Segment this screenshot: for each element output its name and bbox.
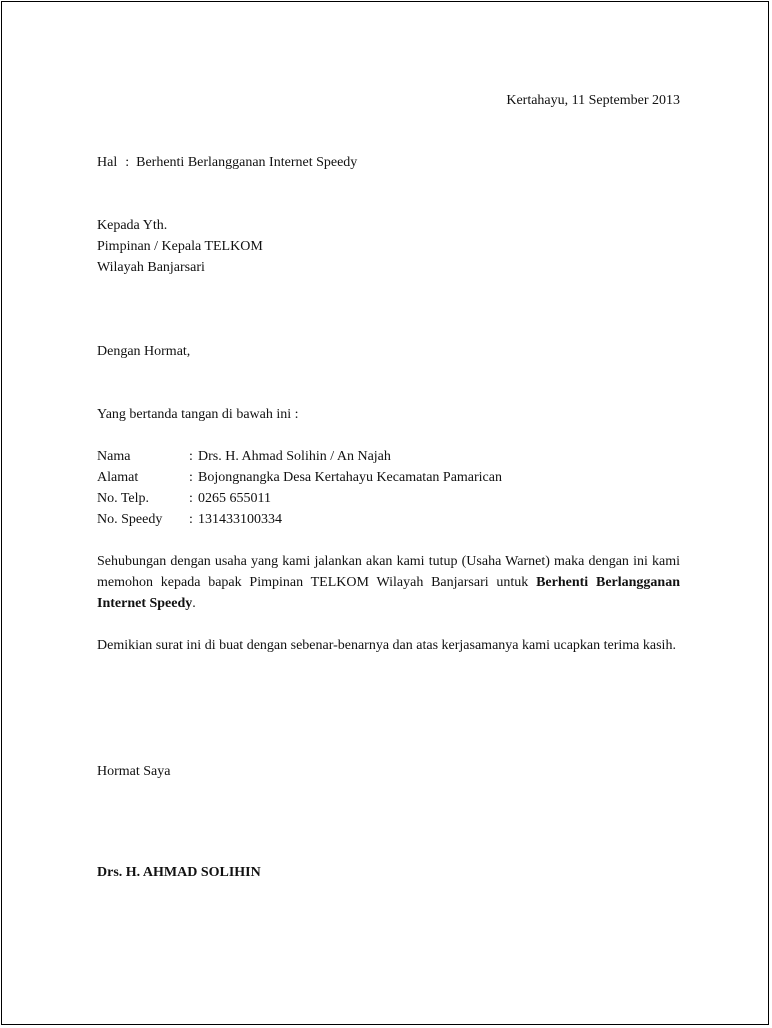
recipient-line-1: Kepada Yth. (97, 218, 168, 233)
field-value: Drs. H. Ahmad Solihin / An Najah (198, 449, 391, 464)
field-value: Bojongnangka Desa Kertahayu Kecamatan Pamarican (198, 470, 502, 485)
subject-label: Hal (97, 155, 118, 170)
signer-name: Drs. H. AHMAD SOLIHIN (97, 865, 261, 880)
field-label: No. Telp. (97, 491, 150, 506)
recipient-block (97, 215, 263, 278)
place-date: Kertahayu, 11 September 2013 (506, 93, 680, 108)
letter-page (1, 1, 769, 1025)
field-row-speedy (97, 509, 502, 530)
field-value: 131433100334 (198, 512, 282, 527)
identity-fields (97, 446, 502, 530)
body-paragraph-1-end: . (192, 596, 196, 611)
field-separator: : (189, 470, 193, 485)
field-label: No. Speedy (97, 512, 163, 527)
greeting: Dengan Hormat, (97, 344, 191, 359)
closing: Hormat Saya (97, 764, 171, 779)
subject-line (97, 152, 357, 173)
body-paragraph-1-bold: Berhenti Berlangganan Internet Speedy (97, 575, 680, 611)
field-separator: : (189, 449, 193, 464)
field-label: Nama (97, 449, 131, 464)
field-separator: : (189, 512, 193, 527)
field-label: Alamat (97, 470, 139, 485)
field-row-name (97, 446, 502, 467)
field-row-address (97, 467, 502, 488)
body-paragraph-1 (97, 551, 680, 614)
subject-text: Berhenti Berlangganan Internet Speedy (136, 155, 358, 170)
subject-separator: : (125, 155, 130, 170)
recipient-line-3: Wilayah Banjarsari (97, 260, 205, 275)
body-paragraph-1-text: Sehubungan dengan usaha yang kami jalankan akan kami tutup (Usaha Warnet) maka dengan ini kami memohon kepada bapak Pimpinan TELKOM Wilayah Banjarsari untuk (97, 554, 680, 590)
field-separator: : (189, 491, 193, 506)
field-row-phone (97, 488, 502, 509)
field-value: 0265 655011 (198, 491, 271, 506)
intro-line: Yang bertanda tangan di bawah ini : (97, 407, 299, 422)
body-paragraph-2: Demikian surat ini di buat dengan sebenar-benarnya dan atas kerjasamanya kami ucapkan terima kasih. (97, 638, 676, 653)
recipient-line-2: Pimpinan / Kepala TELKOM (97, 239, 263, 254)
